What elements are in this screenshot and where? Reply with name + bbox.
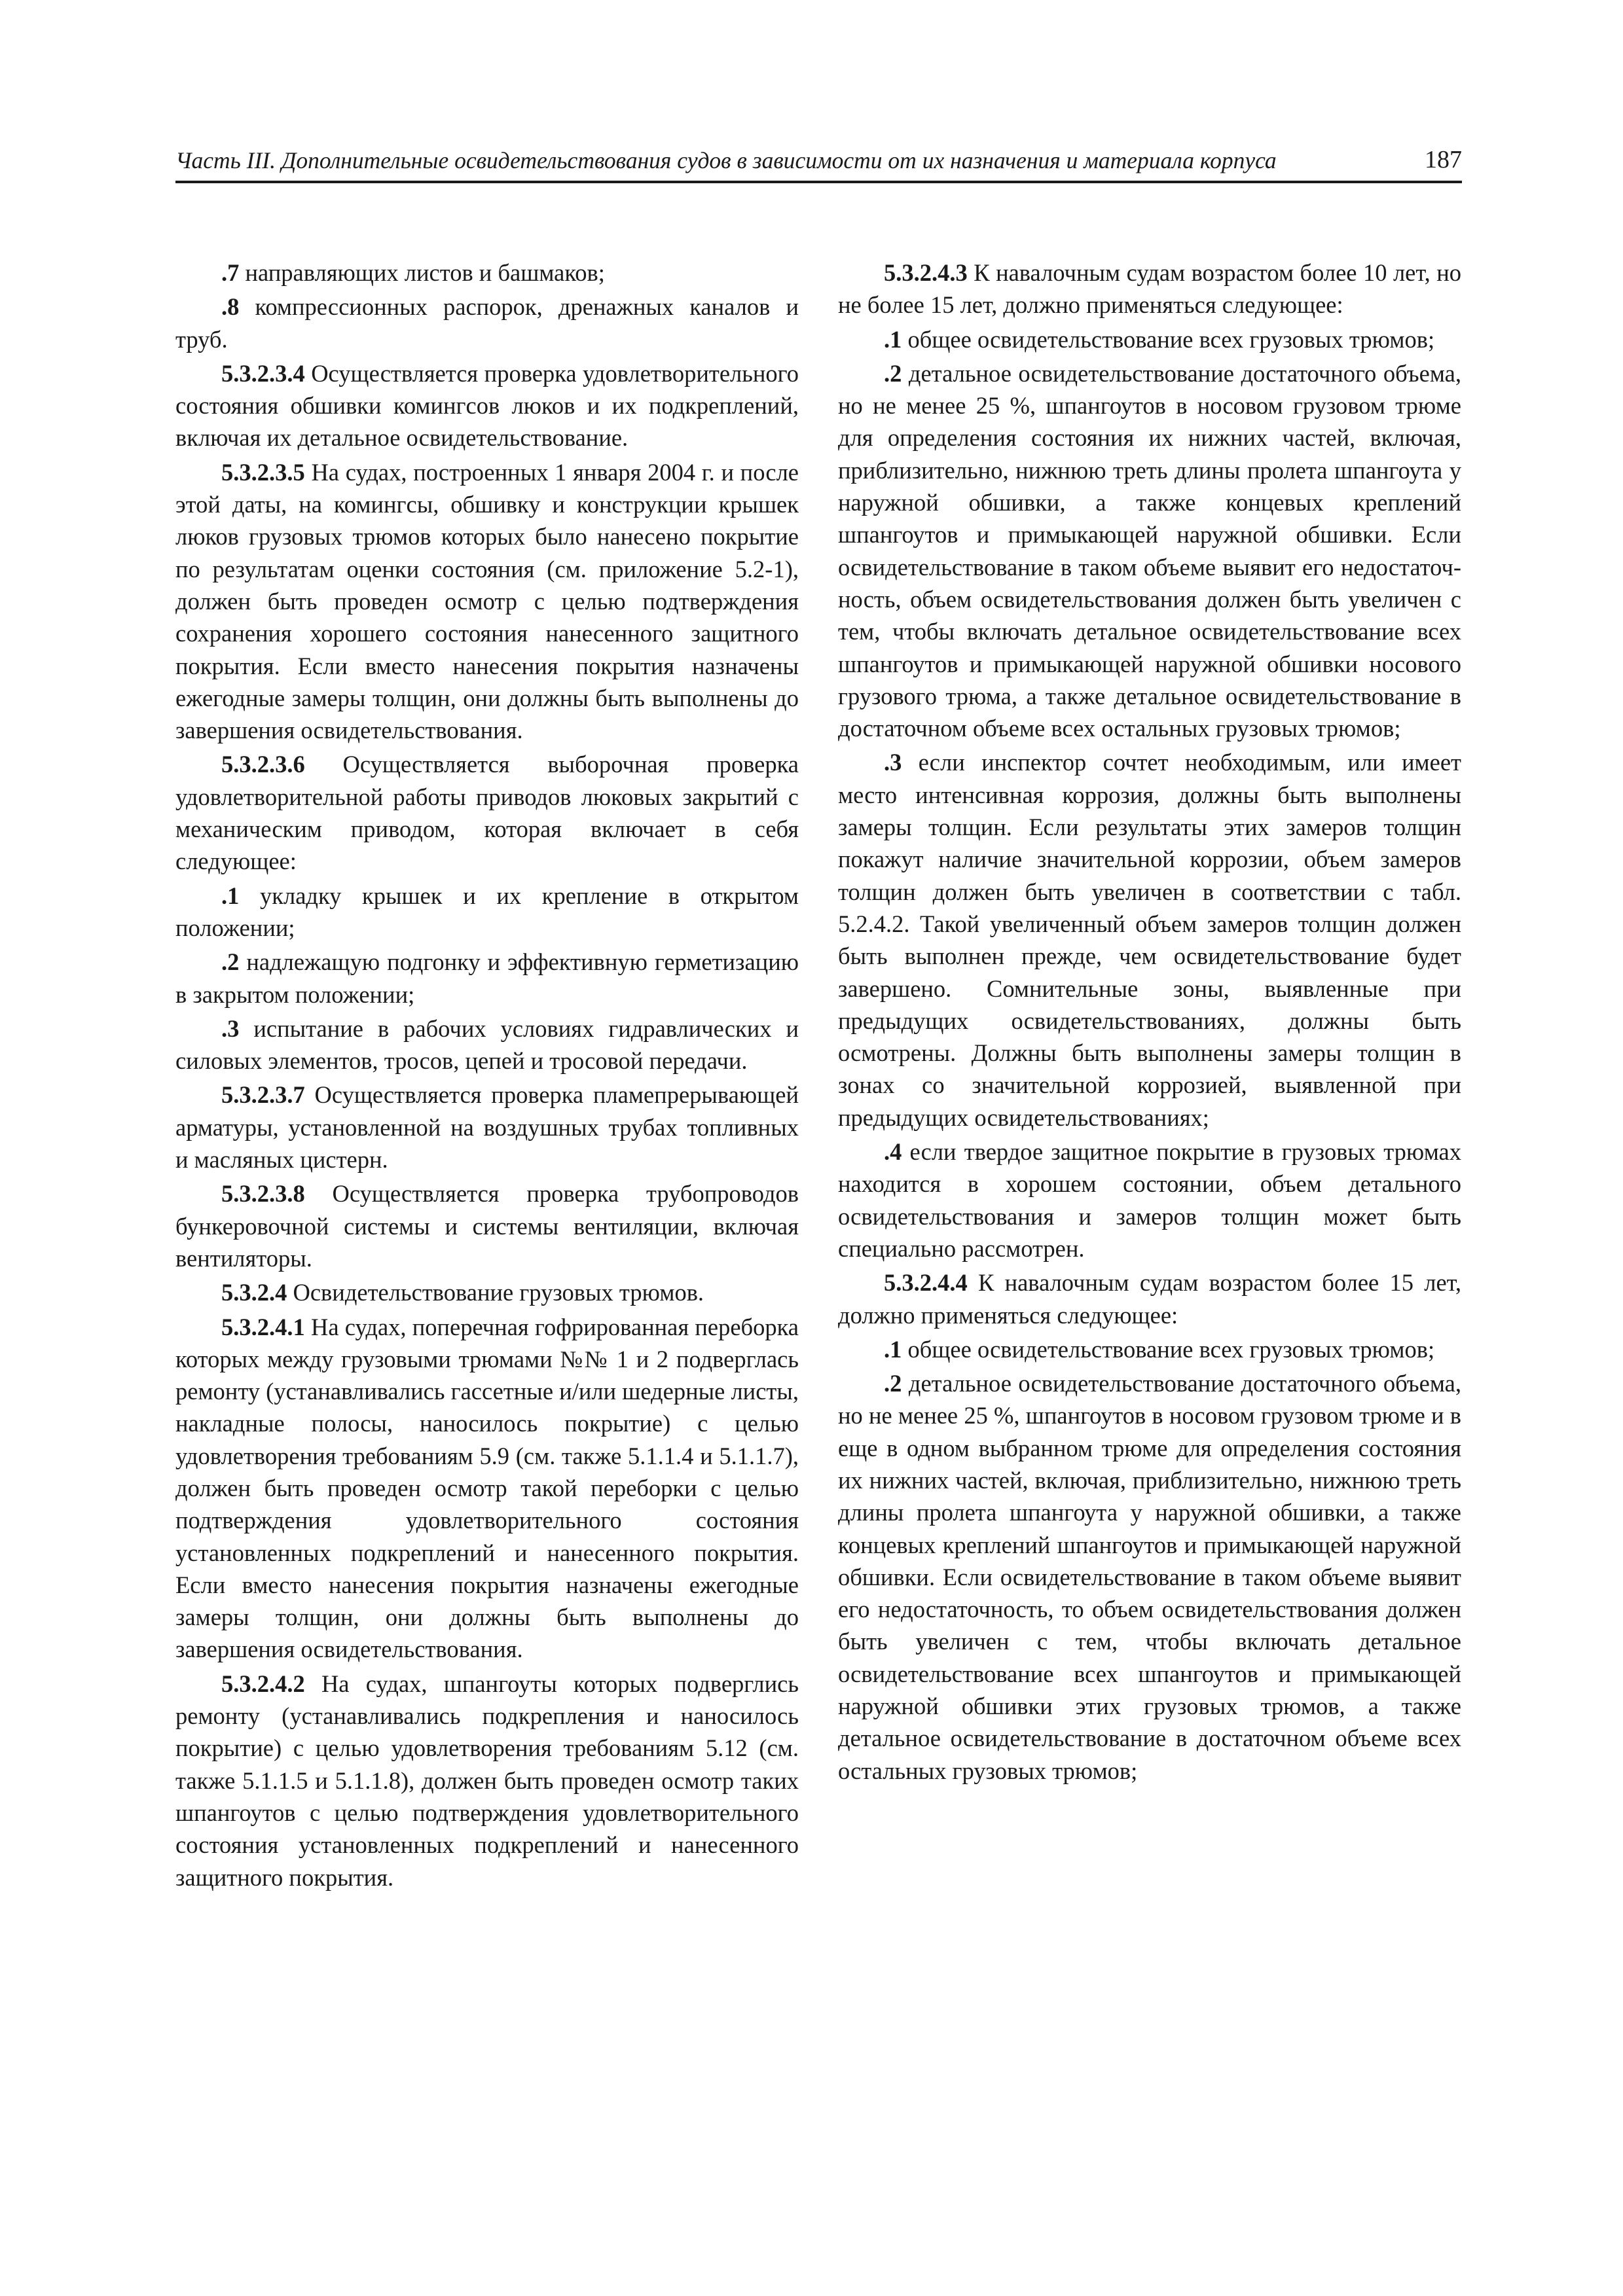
paragraph-text: Осуществляется проверка удовлетворительного состояния обшивки комингсов люков и их подкреплений, включая их детальное освидетельствование. [175, 359, 799, 452]
item-number: 5.3.2.4 [221, 1279, 287, 1306]
paragraph-r0 [838, 257, 1461, 321]
paragraph-text: Осуществляется выборочная проверка удовлетворительной работы приводов люковых закрытий с механическим приводом, которая включает в себя следующее: [175, 751, 799, 875]
item-number: .1 [884, 325, 902, 353]
paragraph-text: Освидетельствование грузовых трюмов. [287, 1279, 704, 1306]
paragraph-text: испытание в рабочих условиях гидравлических и силовых элементов, тросов, цепей и тросовой передачи. [175, 1014, 799, 1075]
paragraph-text: На судах, поперечная гофрированная переборка которых между грузовыми трюмами №№ 1 и 2 подверглась ремонту (устанавливались гассетные и/или шедерные листы, накладные полосы, наносилось покрытие) с целью удовлетворения требованиям 5.9 (см. также 5.1.1.4 и 5.1.1.7), должен быть проведен осмотр такой переборки с целью подтверждения удовлетворительного состояния установленных подкреплений и нанесенного покрытия. Если вместо нанесения покрытия назначены ежегодные замеры толщин, они должны быть выполнены до завершения освидетельствования. [175, 1313, 799, 1663]
item-number: 5.3.2.4.4 [884, 1269, 968, 1297]
paragraph-l12 [175, 1668, 799, 1893]
item-number: 5.3.2.3.6 [221, 751, 305, 778]
paragraph-l8 [175, 1079, 799, 1175]
paragraph-text: общее освидетельствование всех грузовых трюмов; [902, 325, 1435, 353]
paragraph-r3 [838, 746, 1461, 1134]
item-number: .2 [884, 359, 902, 387]
paragraph-text: К навалочным судам возрастом более 10 лет, но не более 15 лет, должно применяться следующее: [838, 259, 1461, 319]
paragraph-l6 [175, 946, 799, 1011]
item-number: 5.3.2.4.3 [884, 259, 968, 286]
paragraph-l4 [175, 748, 799, 877]
item-number: 5.3.2.4.2 [221, 1670, 305, 1697]
paragraph-text: Осуществляется проверка пламепрерывающей арматуры, установленной на воздушных трубах топливных и масляных цистерн. [175, 1081, 799, 1174]
paragraph-text: если инспектор сочтет необходимым, или имеет место интенсивная коррозия, должны быть выполнены замеры толщин. Если результаты этих замеров толщин покажут наличие значительной коррозии, объем замеров толщин должен быть увеличен в соответствии с табл. 5.2.4.2. Такой увеличенный объем замеров толщин должен быть выполнен прежде, чем освидетельствование будет завершено. Сомнительные зоны, выявленные при предыдущих освидетельствованиях, должны быть осмотрены. Должны быть выполнены замеры толщин в зонах со значительной коррозией, выявленной при предыдущих освидетельствованиях; [838, 749, 1461, 1131]
header-title: Часть III. Дополнительные освидетельствования судов в зависимости от их назначения и материала корпуса [175, 147, 1277, 173]
paragraph-l1 [175, 291, 799, 355]
page-number: 187 [1425, 146, 1462, 173]
paragraph-text: компрессионных распорок, дренажных каналов и труб. [175, 293, 799, 353]
paragraph-text: если твердое защитное покрытие в грузовых трюмах находится в хорошем состоянии, объем детального освидетельствования и замеров толщин может быть специально рассмотрен. [838, 1138, 1461, 1262]
item-number: .3 [221, 1014, 240, 1042]
paragraph-l3 [175, 456, 799, 747]
paragraph-l5 [175, 880, 799, 944]
item-number: .4 [884, 1138, 902, 1166]
right-column [838, 257, 1461, 1789]
paragraph-r2 [838, 357, 1461, 745]
item-number: .3 [884, 749, 902, 776]
item-number: .2 [884, 1370, 902, 1397]
paragraph-r6 [838, 1333, 1461, 1365]
paragraph-l11 [175, 1311, 799, 1666]
paragraph-text: надлежащую подгонку и эффективную герметизацию в закрытом положении; [175, 948, 799, 1008]
paragraph-text: На судах, шпангоуты которых подверглись ремонту (устанавливались подкрепления и наносилось покрытие) с целью удовлетворения требованиям 5.12 (см. также 5.1.1.5 и 5.1.1.8), должен быть проведен осмотр таких шпангоутов с целью подтверждения удовлетворительного состояния установленных подкреплений и нанесенного защитного покрытия. [175, 1670, 799, 1891]
paragraph-text: детальное освидетельствование достаточного объема, но не менее 25 %, шпангоутов в носовом грузовом трюме и в еще в одном выбранном трюме для определения состояния их нижних частей, включая, приблизительно, нижнюю треть длины пролета шпангоута у наружной обшивки, а также концевых креплений шпангоутов и примыкающей наружной обшивки. Если освидетельствование в таком объеме выявит его недостаточность, то объем освидетельствования должен быть увеличен с тем, чтобы включать детальное освидетельствование всех шпангоутов и примыкающей наружной обшивки этих грузовых трюмов, а также детальное освидетельствование в достаточном объеме всех остальных грузовых трюмов; [838, 1370, 1461, 1784]
item-number: 5.3.2.3.5 [221, 458, 305, 486]
paragraph-text: На судах, построенных 1 января 2004 г. и после этой даты, на комингсы, обшивку и конструкции крышек люков грузовых трюмов которых было нанесено покрытие по результатам оценки состояния (см. приложение 5.2-1), должен быть проведен осмотр с целью подтверждения сохранения хорошего состояния нанесенного защитного покрытия. Если вместо нанесения покрытия назначены ежегодные замеры толщин, они должны быть выполнены до завершения освидетельствования. [175, 458, 799, 744]
item-number: .7 [221, 259, 240, 286]
item-number: .1 [884, 1335, 902, 1363]
paragraph-r5 [838, 1266, 1461, 1331]
paragraph-r7 [838, 1367, 1461, 1787]
paragraph-text: укладку крышек и их крепление в открытом положении; [175, 882, 799, 941]
paragraph-l0 [175, 257, 799, 289]
item-number: .1 [221, 882, 240, 909]
item-number: 5.3.2.3.8 [221, 1180, 305, 1208]
item-number: 5.3.2.3.7 [221, 1081, 305, 1109]
item-number: .8 [221, 293, 240, 321]
paragraph-text: К навалочным судам возрастом более 15 лет, должно применяться следующее: [838, 1269, 1461, 1329]
paragraph-text: детальное освидетельствование достаточного объема, но не менее 25 %, шпангоутов в носовом грузовом трюме для определения состояния их нижних частей, включая, приблизительно, нижнюю треть длины пролета шпангоута у наружной обшивки, а также концевых креплений шпангоутов и примыкающей наружной обшивки. Если освидетельствование в таком объеме выявит его недостаточность, объем освидетельствования должен быть увеличен с тем, чтобы включать детальное освидетельствование всех шпангоутов и примыкающей наружной обшивки носового грузового трюма, а также детальное освидетельствование в достаточном объеме всех остальных грузовых трюмов; [838, 359, 1461, 742]
left-column [175, 257, 799, 1895]
paragraph-l10 [175, 1276, 799, 1308]
paragraph-l9 [175, 1177, 799, 1274]
item-number: .2 [221, 948, 240, 976]
item-number: 5.3.2.3.4 [221, 359, 305, 387]
paragraph-text: направляющих листов и башмаков; [239, 259, 605, 286]
paragraph-text: общее освидетельствование всех грузовых трюмов; [902, 1335, 1435, 1363]
item-number: 5.3.2.4.1 [221, 1313, 305, 1340]
paragraph-text: Осуществляется проверка трубопроводов бункеровочной системы и системы вентиляции, включая вентиляторы. [175, 1180, 799, 1272]
paragraph-r1 [838, 323, 1461, 355]
paragraph-l7 [175, 1013, 799, 1077]
paragraph-l2 [175, 357, 799, 454]
running-header [175, 141, 1462, 183]
paragraph-r4 [838, 1136, 1461, 1265]
